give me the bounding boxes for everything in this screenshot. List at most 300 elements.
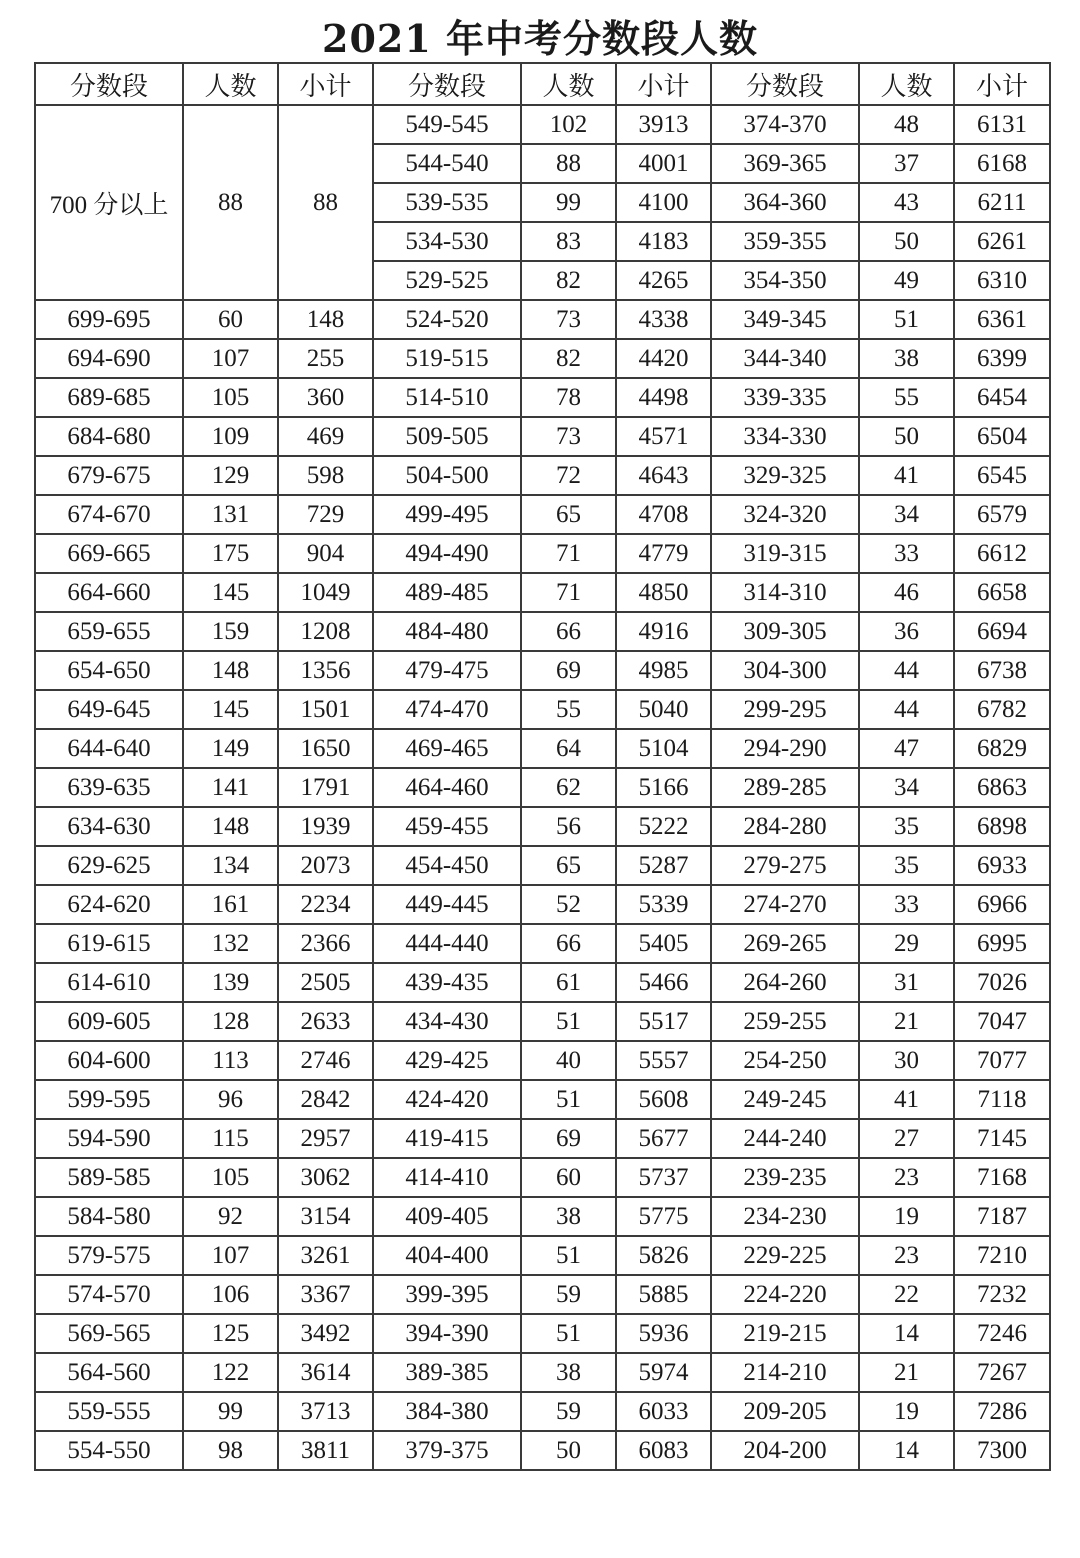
count-cell: 72 xyxy=(521,456,616,495)
count-cell: 21 xyxy=(859,1353,954,1392)
count-cell: 82 xyxy=(521,339,616,378)
score-range-cell: 569-565 xyxy=(35,1314,183,1353)
score-range-cell: 449-445 xyxy=(373,885,521,924)
count-cell: 129 xyxy=(183,456,278,495)
count-cell: 60 xyxy=(521,1158,616,1197)
subtotal-cell: 5104 xyxy=(616,729,711,768)
score-range-cell: 549-545 xyxy=(373,105,521,144)
subtotal-cell: 1501 xyxy=(278,690,373,729)
count-cell: 48 xyxy=(859,105,954,144)
score-range-cell: 469-465 xyxy=(373,729,521,768)
score-range-cell: 274-270 xyxy=(711,885,859,924)
subtotal-cell: 7145 xyxy=(954,1119,1050,1158)
score-range-cell: 379-375 xyxy=(373,1431,521,1470)
subtotal-cell: 5517 xyxy=(616,1002,711,1041)
score-range-cell: 564-560 xyxy=(35,1353,183,1392)
table-row xyxy=(35,105,1050,144)
count-cell: 134 xyxy=(183,846,278,885)
subtotal-cell: 6131 xyxy=(954,105,1050,144)
subtotal-cell: 7168 xyxy=(954,1158,1050,1197)
count-cell: 83 xyxy=(521,222,616,261)
score-range-cell: 574-570 xyxy=(35,1275,183,1314)
table-row xyxy=(35,768,1050,807)
table-row xyxy=(35,1392,1050,1431)
score-range-cell: 244-240 xyxy=(711,1119,859,1158)
score-range-cell: 599-595 xyxy=(35,1080,183,1119)
header-cell: 小计 xyxy=(278,63,373,105)
subtotal-cell: 5040 xyxy=(616,690,711,729)
count-cell: 106 xyxy=(183,1275,278,1314)
subtotal-cell: 6612 xyxy=(954,534,1050,573)
score-range-cell: 454-450 xyxy=(373,846,521,885)
header-cell: 分数段 xyxy=(35,63,183,105)
score-range-cell: 594-590 xyxy=(35,1119,183,1158)
table-row xyxy=(35,339,1050,378)
table-row xyxy=(35,612,1050,651)
subtotal-cell: 6033 xyxy=(616,1392,711,1431)
subtotal-cell: 2073 xyxy=(278,846,373,885)
score-range-cell: 519-515 xyxy=(373,339,521,378)
count-cell: 148 xyxy=(183,807,278,846)
table-row xyxy=(35,417,1050,456)
subtotal-cell: 1356 xyxy=(278,651,373,690)
count-cell: 19 xyxy=(859,1392,954,1431)
subtotal-cell: 7300 xyxy=(954,1431,1050,1470)
count-cell: 145 xyxy=(183,690,278,729)
score-range-cell: 634-630 xyxy=(35,807,183,846)
subtotal-cell: 6738 xyxy=(954,651,1050,690)
subtotal-cell: 4571 xyxy=(616,417,711,456)
count-cell: 161 xyxy=(183,885,278,924)
score-range-cell: 364-360 xyxy=(711,183,859,222)
count-cell: 73 xyxy=(521,417,616,456)
count-cell: 60 xyxy=(183,300,278,339)
score-range-cell: 354-350 xyxy=(711,261,859,300)
table-row xyxy=(35,807,1050,846)
score-range-cell: 214-210 xyxy=(711,1353,859,1392)
subtotal-cell: 7267 xyxy=(954,1353,1050,1392)
score-range-cell: 464-460 xyxy=(373,768,521,807)
count-cell: 98 xyxy=(183,1431,278,1470)
subtotal-cell: 6863 xyxy=(954,768,1050,807)
header-cell: 小计 xyxy=(954,63,1050,105)
subtotal-cell: 1791 xyxy=(278,768,373,807)
table-row xyxy=(35,1002,1050,1041)
table-row xyxy=(35,1431,1050,1470)
table-row xyxy=(35,1080,1050,1119)
table-row xyxy=(35,924,1050,963)
subtotal-cell: 6310 xyxy=(954,261,1050,300)
score-range-cell: 259-255 xyxy=(711,1002,859,1041)
header-cell: 人数 xyxy=(859,63,954,105)
table-row xyxy=(35,1158,1050,1197)
score-range-cell: 494-490 xyxy=(373,534,521,573)
count-cell: 14 xyxy=(859,1431,954,1470)
count-cell: 131 xyxy=(183,495,278,534)
count-cell: 148 xyxy=(183,651,278,690)
count-cell: 38 xyxy=(521,1197,616,1236)
subtotal-cell: 4708 xyxy=(616,495,711,534)
score-range-cell: 509-505 xyxy=(373,417,521,456)
table-row xyxy=(35,300,1050,339)
score-range-cell: 314-310 xyxy=(711,573,859,612)
count-cell: 88 xyxy=(521,144,616,183)
subtotal-cell: 598 xyxy=(278,456,373,495)
subtotal-cell: 5166 xyxy=(616,768,711,807)
subtotal-cell: 2366 xyxy=(278,924,373,963)
count-cell: 36 xyxy=(859,612,954,651)
subtotal-cell: 5466 xyxy=(616,963,711,1002)
table-row xyxy=(35,729,1050,768)
subtotal-cell: 729 xyxy=(278,495,373,534)
header-cell: 人数 xyxy=(183,63,278,105)
count-cell: 65 xyxy=(521,495,616,534)
score-range-cell: 514-510 xyxy=(373,378,521,417)
score-range-cell: 609-605 xyxy=(35,1002,183,1041)
score-range-cell: 324-320 xyxy=(711,495,859,534)
header-cell: 小计 xyxy=(616,63,711,105)
count-cell: 33 xyxy=(859,534,954,573)
subtotal-cell: 4001 xyxy=(616,144,711,183)
score-range-cell: 624-620 xyxy=(35,885,183,924)
subtotal-cell: 6083 xyxy=(616,1431,711,1470)
score-range-cell: 699-695 xyxy=(35,300,183,339)
score-range-cell: 639-635 xyxy=(35,768,183,807)
score-range-cell: 554-550 xyxy=(35,1431,183,1470)
count-cell: 65 xyxy=(521,846,616,885)
score-range-cell: 669-665 xyxy=(35,534,183,573)
table-row xyxy=(35,651,1050,690)
score-range-cell: 294-290 xyxy=(711,729,859,768)
subtotal-cell: 5287 xyxy=(616,846,711,885)
subtotal-cell: 5557 xyxy=(616,1041,711,1080)
count-cell: 62 xyxy=(521,768,616,807)
subtotal-cell: 4850 xyxy=(616,573,711,612)
subtotal-cell: 4420 xyxy=(616,339,711,378)
subtotal-cell: 6579 xyxy=(954,495,1050,534)
count-cell: 132 xyxy=(183,924,278,963)
score-distribution-table xyxy=(34,62,1051,1471)
score-range-cell: 484-480 xyxy=(373,612,521,651)
table-row xyxy=(35,495,1050,534)
score-range-cell: 219-215 xyxy=(711,1314,859,1353)
count-cell: 113 xyxy=(183,1041,278,1080)
subtotal-cell: 4100 xyxy=(616,183,711,222)
subtotal-cell: 5936 xyxy=(616,1314,711,1353)
count-cell: 31 xyxy=(859,963,954,1002)
score-range-cell: 264-260 xyxy=(711,963,859,1002)
header-cell: 人数 xyxy=(521,63,616,105)
subtotal-cell: 6454 xyxy=(954,378,1050,417)
score-range-cell: 499-495 xyxy=(373,495,521,534)
count-cell: 35 xyxy=(859,846,954,885)
table-row xyxy=(35,1236,1050,1275)
score-range-cell: 234-230 xyxy=(711,1197,859,1236)
count-cell: 51 xyxy=(521,1080,616,1119)
score-range-cell: 309-305 xyxy=(711,612,859,651)
count-cell: 33 xyxy=(859,885,954,924)
subtotal-cell: 4265 xyxy=(616,261,711,300)
count-cell: 38 xyxy=(521,1353,616,1392)
score-range-cell: 524-520 xyxy=(373,300,521,339)
subtotal-cell: 5608 xyxy=(616,1080,711,1119)
count-cell: 23 xyxy=(859,1158,954,1197)
subtotal-cell: 148 xyxy=(278,300,373,339)
count-cell: 23 xyxy=(859,1236,954,1275)
subtotal-cell: 6694 xyxy=(954,612,1050,651)
subtotal-cell: 6399 xyxy=(954,339,1050,378)
subtotal-cell: 7047 xyxy=(954,1002,1050,1041)
score-range-cell: 539-535 xyxy=(373,183,521,222)
count-cell: 41 xyxy=(859,456,954,495)
subtotal-cell: 3154 xyxy=(278,1197,373,1236)
count-cell: 73 xyxy=(521,300,616,339)
table-row xyxy=(35,534,1050,573)
table-row xyxy=(35,885,1050,924)
subtotal-cell: 4643 xyxy=(616,456,711,495)
subtotal-cell: 7210 xyxy=(954,1236,1050,1275)
count-cell: 175 xyxy=(183,534,278,573)
subtotal-cell: 2505 xyxy=(278,963,373,1002)
subtotal-cell: 6933 xyxy=(954,846,1050,885)
score-range-cell: 444-440 xyxy=(373,924,521,963)
subtotal-cell: 2842 xyxy=(278,1080,373,1119)
count-cell: 61 xyxy=(521,963,616,1002)
score-range-cell: 334-330 xyxy=(711,417,859,456)
table-row xyxy=(35,1314,1050,1353)
count-cell: 107 xyxy=(183,339,278,378)
score-range-cell: 419-415 xyxy=(373,1119,521,1158)
subtotal-cell: 3811 xyxy=(278,1431,373,1470)
score-range-cell: 384-380 xyxy=(373,1392,521,1431)
subtotal-cell: 5974 xyxy=(616,1353,711,1392)
count-cell: 50 xyxy=(859,417,954,456)
subtotal-cell: 3261 xyxy=(278,1236,373,1275)
count-cell: 64 xyxy=(521,729,616,768)
score-range-cell: 389-385 xyxy=(373,1353,521,1392)
count-cell: 92 xyxy=(183,1197,278,1236)
count-cell: 38 xyxy=(859,339,954,378)
score-range-cell: 359-355 xyxy=(711,222,859,261)
table-row xyxy=(35,1275,1050,1314)
subtotal-cell: 6966 xyxy=(954,885,1050,924)
score-range-cell: 619-615 xyxy=(35,924,183,963)
score-range-cell: 479-475 xyxy=(373,651,521,690)
score-range-cell: 374-370 xyxy=(711,105,859,144)
score-range-cell: 439-435 xyxy=(373,963,521,1002)
table-row xyxy=(35,378,1050,417)
count-cell: 30 xyxy=(859,1041,954,1080)
subtotal-cell: 6211 xyxy=(954,183,1050,222)
score-range-cell: 504-500 xyxy=(373,456,521,495)
score-range-cell: 529-525 xyxy=(373,261,521,300)
table-row xyxy=(35,963,1050,1002)
count-cell: 159 xyxy=(183,612,278,651)
subtotal-cell: 6361 xyxy=(954,300,1050,339)
score-range-cell: 279-275 xyxy=(711,846,859,885)
score-range-cell: 254-250 xyxy=(711,1041,859,1080)
subtotal-cell: 2957 xyxy=(278,1119,373,1158)
count-cell: 40 xyxy=(521,1041,616,1080)
count-cell: 34 xyxy=(859,495,954,534)
subtotal-cell: 904 xyxy=(278,534,373,573)
count-cell: 96 xyxy=(183,1080,278,1119)
score-range-cell: 474-470 xyxy=(373,690,521,729)
subtotal-cell: 1939 xyxy=(278,807,373,846)
subtotal-cell: 7026 xyxy=(954,963,1050,1002)
count-cell: 55 xyxy=(521,690,616,729)
score-range-cell: 394-390 xyxy=(373,1314,521,1353)
count-cell: 107 xyxy=(183,1236,278,1275)
header-cell: 分数段 xyxy=(373,63,521,105)
count-cell: 21 xyxy=(859,1002,954,1041)
count-cell: 44 xyxy=(859,651,954,690)
score-range-cell: 559-555 xyxy=(35,1392,183,1431)
score-range-cell: 644-640 xyxy=(35,729,183,768)
count-cell: 66 xyxy=(521,612,616,651)
count-cell: 71 xyxy=(521,573,616,612)
subtotal-cell: 7077 xyxy=(954,1041,1050,1080)
count-cell: 50 xyxy=(521,1431,616,1470)
score-range-cell: 289-285 xyxy=(711,768,859,807)
count-cell: 105 xyxy=(183,1158,278,1197)
count-cell: 122 xyxy=(183,1353,278,1392)
count-cell: 125 xyxy=(183,1314,278,1353)
score-range-cell: 629-625 xyxy=(35,846,183,885)
subtotal-cell: 3913 xyxy=(616,105,711,144)
score-range-cell: 654-650 xyxy=(35,651,183,690)
score-range-cell: 659-655 xyxy=(35,612,183,651)
subtotal-cell: 4183 xyxy=(616,222,711,261)
count-cell: 59 xyxy=(521,1275,616,1314)
score-range-cell: 339-335 xyxy=(711,378,859,417)
score-range-cell: 589-585 xyxy=(35,1158,183,1197)
score-range-cell: 674-670 xyxy=(35,495,183,534)
subtotal-cell: 4498 xyxy=(616,378,711,417)
table-row xyxy=(35,1197,1050,1236)
subtotal-cell: 4338 xyxy=(616,300,711,339)
subtotal-cell: 4916 xyxy=(616,612,711,651)
header-row xyxy=(35,63,1050,105)
count-cell: 109 xyxy=(183,417,278,456)
subtotal-cell: 6504 xyxy=(954,417,1050,456)
count-cell: 128 xyxy=(183,1002,278,1041)
subtotal-cell: 6782 xyxy=(954,690,1050,729)
table-body xyxy=(35,105,1050,1470)
count-cell: 55 xyxy=(859,378,954,417)
subtotal-cell: 3614 xyxy=(278,1353,373,1392)
count-cell: 59 xyxy=(521,1392,616,1431)
count-cell: 82 xyxy=(521,261,616,300)
score-range-cell: 404-400 xyxy=(373,1236,521,1275)
count-cell: 27 xyxy=(859,1119,954,1158)
count-cell: 78 xyxy=(521,378,616,417)
subtotal-cell: 6261 xyxy=(954,222,1050,261)
score-range-cell: 304-300 xyxy=(711,651,859,690)
subtotal-cell: 469 xyxy=(278,417,373,456)
count-cell: 22 xyxy=(859,1275,954,1314)
subtotal-cell: 3367 xyxy=(278,1275,373,1314)
score-range-cell: 414-410 xyxy=(373,1158,521,1197)
subtotal-cell: 1049 xyxy=(278,573,373,612)
count-cell: 51 xyxy=(521,1236,616,1275)
subtotal-cell: 5826 xyxy=(616,1236,711,1275)
count-cell: 66 xyxy=(521,924,616,963)
count-cell: 34 xyxy=(859,768,954,807)
score-range-cell: 614-610 xyxy=(35,963,183,1002)
score-range-cell: 679-675 xyxy=(35,456,183,495)
subtotal-cell: 5405 xyxy=(616,924,711,963)
score-range-cell: 424-420 xyxy=(373,1080,521,1119)
count-cell: 43 xyxy=(859,183,954,222)
subtotal-cell: 6829 xyxy=(954,729,1050,768)
score-range-cell: 684-680 xyxy=(35,417,183,456)
subtotal-cell: 4985 xyxy=(616,651,711,690)
subtotal-cell: 1650 xyxy=(278,729,373,768)
count-cell: 47 xyxy=(859,729,954,768)
subtotal-cell: 2746 xyxy=(278,1041,373,1080)
subtotal-cell: 2633 xyxy=(278,1002,373,1041)
score-range-cell: 584-580 xyxy=(35,1197,183,1236)
count-cell: 51 xyxy=(521,1002,616,1041)
table-row xyxy=(35,456,1050,495)
subtotal-cell: 6545 xyxy=(954,456,1050,495)
score-range-cell: 399-395 xyxy=(373,1275,521,1314)
count-cell: 105 xyxy=(183,378,278,417)
top-group-count: 88 xyxy=(183,105,278,300)
subtotal-cell: 1208 xyxy=(278,612,373,651)
score-range-cell: 329-325 xyxy=(711,456,859,495)
subtotal-cell: 7118 xyxy=(954,1080,1050,1119)
subtotal-cell: 255 xyxy=(278,339,373,378)
table-row xyxy=(35,690,1050,729)
count-cell: 102 xyxy=(521,105,616,144)
score-range-cell: 369-365 xyxy=(711,144,859,183)
top-group-score-range: 700 分以上 xyxy=(35,105,183,300)
count-cell: 56 xyxy=(521,807,616,846)
score-range-cell: 579-575 xyxy=(35,1236,183,1275)
count-cell: 35 xyxy=(859,807,954,846)
subtotal-cell: 5222 xyxy=(616,807,711,846)
subtotal-cell: 7187 xyxy=(954,1197,1050,1236)
table-row xyxy=(35,573,1050,612)
table-row xyxy=(35,1119,1050,1158)
page-title: 2021 年中考分数段人数 xyxy=(322,16,758,61)
count-cell: 14 xyxy=(859,1314,954,1353)
count-cell: 51 xyxy=(859,300,954,339)
count-cell: 19 xyxy=(859,1197,954,1236)
table-row xyxy=(35,846,1050,885)
subtotal-cell: 6898 xyxy=(954,807,1050,846)
count-cell: 99 xyxy=(521,183,616,222)
score-range-cell: 284-280 xyxy=(711,807,859,846)
count-cell: 99 xyxy=(183,1392,278,1431)
score-range-cell: 694-690 xyxy=(35,339,183,378)
subtotal-cell: 3713 xyxy=(278,1392,373,1431)
score-range-cell: 349-345 xyxy=(711,300,859,339)
subtotal-cell: 5677 xyxy=(616,1119,711,1158)
count-cell: 69 xyxy=(521,651,616,690)
score-range-cell: 429-425 xyxy=(373,1041,521,1080)
score-range-cell: 409-405 xyxy=(373,1197,521,1236)
score-range-cell: 689-685 xyxy=(35,378,183,417)
subtotal-cell: 6168 xyxy=(954,144,1050,183)
score-range-cell: 664-660 xyxy=(35,573,183,612)
score-range-cell: 534-530 xyxy=(373,222,521,261)
score-range-cell: 299-295 xyxy=(711,690,859,729)
score-range-cell: 269-265 xyxy=(711,924,859,963)
count-cell: 51 xyxy=(521,1314,616,1353)
